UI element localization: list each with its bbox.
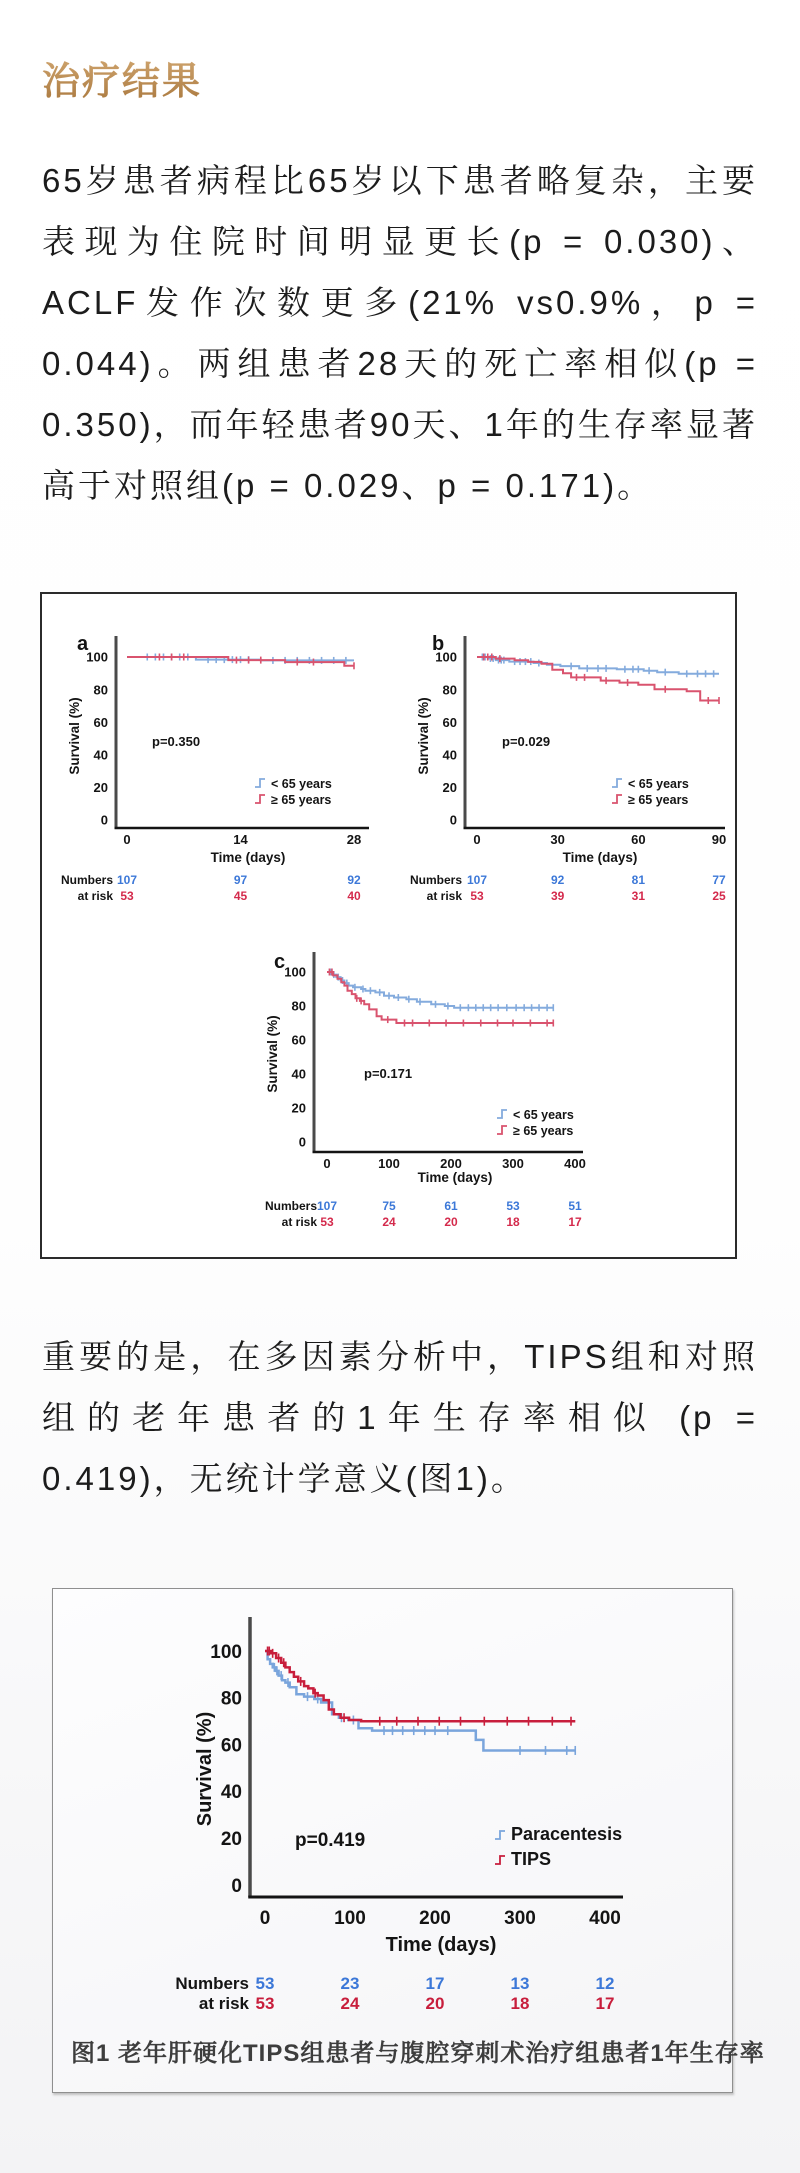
km-chart-28day-survival — [57, 624, 402, 906]
svg-text:p=0.171: p=0.171 — [364, 1066, 413, 1081]
svg-text:17: 17 — [568, 1215, 582, 1229]
svg-text:100: 100 — [378, 1156, 400, 1171]
svg-text:61: 61 — [444, 1199, 458, 1213]
km-chart-90day-survival — [407, 624, 739, 906]
svg-text:80: 80 — [291, 998, 306, 1014]
svg-text:100: 100 — [284, 964, 306, 980]
svg-text:300: 300 — [502, 1156, 524, 1171]
svg-text:31: 31 — [631, 889, 646, 903]
km-chart-1year-survival — [257, 942, 639, 1237]
svg-text:400: 400 — [564, 1156, 586, 1171]
svg-text:b: b — [432, 633, 445, 655]
paragraph-treatment-outcomes: 65岁患者病程比65岁以下患者略复杂，主要表现为住院时间明显更长(p = 0.030)、ACLF发作次数更多(21% vs0.9%，p = 0.044)。两组患者28天的死亡率相似(p = 0.350)，而年轻患者90天、1年的生存率显著高于对照组(p = 0.029、p = 0.171)。 — [42, 162, 758, 504]
svg-text:17: 17 — [425, 1974, 445, 1993]
svg-text:107: 107 — [466, 873, 488, 887]
svg-text:53: 53 — [320, 1215, 334, 1229]
svg-text:20: 20 — [220, 1829, 242, 1851]
figure1-caption: 图1 老年肝硬化TIPS组患者与腹腔穿刺术治疗组患者1年生存率 — [71, 2040, 765, 2067]
svg-text:60: 60 — [442, 714, 457, 730]
svg-text:200: 200 — [419, 1908, 451, 1929]
svg-text:20: 20 — [291, 1100, 306, 1116]
svg-text:Survival (%): Survival (%) — [265, 1015, 280, 1093]
svg-text:17: 17 — [595, 1994, 615, 2013]
svg-text:53: 53 — [120, 889, 134, 903]
svg-text:a: a — [77, 633, 89, 655]
svg-text:90: 90 — [711, 832, 727, 847]
svg-text:60: 60 — [631, 832, 646, 847]
svg-text:45: 45 — [233, 889, 248, 903]
svg-text:53: 53 — [470, 889, 484, 903]
svg-text:92: 92 — [550, 873, 565, 887]
svg-text:40: 40 — [442, 747, 457, 763]
svg-text:0: 0 — [473, 832, 481, 847]
svg-text:80: 80 — [93, 682, 108, 698]
svg-text:0: 0 — [323, 1156, 331, 1171]
svg-text:92: 92 — [347, 873, 361, 887]
svg-text:60: 60 — [220, 1735, 242, 1757]
svg-text:60: 60 — [93, 714, 108, 730]
svg-text:c: c — [274, 951, 286, 973]
svg-text:p=0.419: p=0.419 — [295, 1830, 366, 1851]
svg-text:< 65 years: < 65 years — [271, 777, 332, 791]
svg-text:0: 0 — [123, 832, 131, 847]
svg-text:100: 100 — [86, 649, 108, 665]
svg-text:Time (days): Time (days) — [385, 1934, 497, 1956]
svg-text:100: 100 — [435, 649, 457, 665]
svg-text:107: 107 — [116, 873, 138, 887]
svg-text:40: 40 — [93, 747, 108, 763]
svg-text:24: 24 — [340, 1994, 360, 2013]
svg-text:39: 39 — [550, 889, 565, 903]
svg-text:at risk: at risk — [281, 1215, 317, 1229]
svg-text:< 65 years: < 65 years — [513, 1108, 574, 1122]
svg-text:77: 77 — [712, 873, 726, 887]
svg-text:0: 0 — [100, 812, 108, 828]
svg-text:53: 53 — [255, 1974, 275, 1993]
svg-text:12: 12 — [595, 1974, 615, 1993]
svg-text:81: 81 — [631, 873, 646, 887]
km-chart-tips-vs-paracentesis — [53, 1589, 734, 2019]
svg-text:≥ 65 years: ≥ 65 years — [628, 793, 689, 807]
svg-text:0: 0 — [231, 1875, 242, 1897]
svg-text:at risk: at risk — [77, 889, 113, 903]
svg-text:< 65 years: < 65 years — [628, 777, 689, 791]
svg-text:107: 107 — [316, 1199, 338, 1213]
svg-text:30: 30 — [550, 832, 565, 847]
svg-text:100: 100 — [334, 1908, 366, 1929]
svg-text:300: 300 — [504, 1908, 536, 1929]
svg-text:20: 20 — [444, 1215, 458, 1229]
svg-text:75: 75 — [382, 1199, 396, 1213]
svg-text:40: 40 — [291, 1066, 306, 1082]
svg-text:80: 80 — [220, 1688, 242, 1710]
svg-text:20: 20 — [425, 1994, 445, 2013]
svg-text:40: 40 — [220, 1782, 242, 1804]
svg-text:Numbers: Numbers — [60, 873, 113, 887]
svg-text:Time (days): Time (days) — [210, 850, 286, 865]
svg-text:Survival (%): Survival (%) — [416, 697, 431, 775]
svg-text:20: 20 — [93, 780, 108, 796]
svg-text:24: 24 — [382, 1215, 396, 1229]
svg-text:0: 0 — [259, 1908, 271, 1929]
svg-text:97: 97 — [233, 873, 248, 887]
svg-text:Paracentesis: Paracentesis — [511, 1824, 623, 1844]
svg-text:60: 60 — [291, 1032, 306, 1048]
svg-text:28: 28 — [346, 832, 362, 847]
svg-text:20: 20 — [442, 780, 457, 796]
svg-text:Numbers: Numbers — [409, 873, 462, 887]
svg-text:200: 200 — [440, 1156, 462, 1171]
svg-text:400: 400 — [589, 1908, 621, 1929]
svg-text:25: 25 — [712, 889, 726, 903]
svg-text:Numbers: Numbers — [175, 1974, 249, 1993]
svg-text:Survival (%): Survival (%) — [194, 1711, 216, 1827]
svg-text:51: 51 — [568, 1199, 582, 1213]
svg-text:Numbers: Numbers — [264, 1199, 317, 1213]
svg-text:Survival (%): Survival (%) — [67, 697, 82, 775]
svg-text:100: 100 — [210, 1641, 242, 1663]
section-title: 治疗结果 — [42, 50, 202, 105]
svg-text:≥ 65 years: ≥ 65 years — [271, 793, 332, 807]
svg-text:0: 0 — [449, 812, 457, 828]
svg-text:p=0.029: p=0.029 — [502, 734, 551, 749]
svg-text:at risk: at risk — [198, 1994, 249, 2013]
svg-text:Time (days): Time (days) — [417, 1170, 493, 1185]
svg-text:13: 13 — [510, 1974, 530, 1993]
svg-text:23: 23 — [340, 1974, 360, 1993]
figure-age-survival-panels — [40, 592, 737, 1259]
svg-text:TIPS: TIPS — [511, 1849, 552, 1869]
figure1-tips-vs-paracentesis — [52, 1588, 765, 2093]
svg-text:18: 18 — [510, 1994, 530, 2013]
svg-text:≥ 65 years: ≥ 65 years — [513, 1124, 574, 1138]
paragraph-multivariate-analysis: 重要的是，在多因素分析中，TIPS组和对照组的老年患者的1年生存率相似 (p = 0.419)，无统计学意义(图1)。 — [42, 1338, 758, 1497]
svg-text:p=0.350: p=0.350 — [152, 734, 201, 749]
svg-text:53: 53 — [255, 1994, 275, 2013]
svg-text:18: 18 — [506, 1215, 520, 1229]
svg-text:80: 80 — [442, 682, 457, 698]
svg-text:Time (days): Time (days) — [562, 850, 638, 865]
svg-text:at risk: at risk — [426, 889, 462, 903]
svg-text:53: 53 — [506, 1199, 520, 1213]
svg-text:0: 0 — [298, 1134, 306, 1150]
svg-text:40: 40 — [347, 889, 361, 903]
svg-text:14: 14 — [233, 832, 248, 847]
